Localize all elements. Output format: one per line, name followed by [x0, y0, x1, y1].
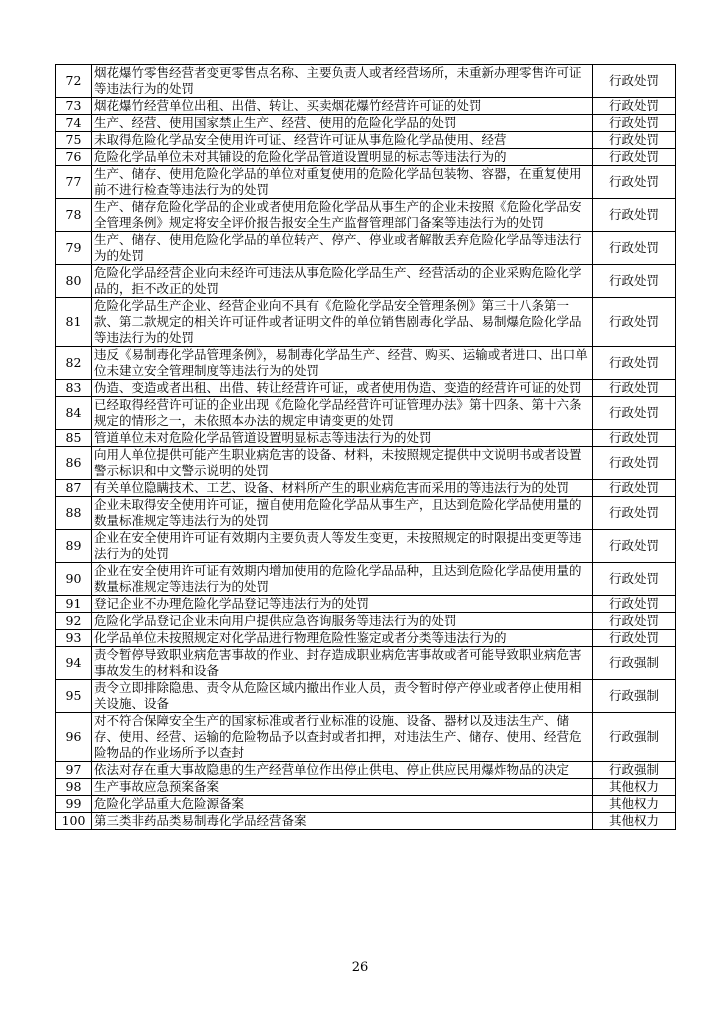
- table-row: [56, 530, 676, 563]
- row-number-cell: 93: [56, 630, 92, 647]
- row-description-cell: 危险化学品单位未对其铺设的危险化学品管道设置明显的标志等违法行为的: [92, 149, 593, 166]
- row-number-cell: 86: [56, 447, 92, 480]
- row-power-type-cell: 行政强制: [593, 762, 676, 779]
- table-row: [56, 447, 676, 480]
- row-description-cell: 生产、储存、使用危险化学品的单位转产、停产、停业或者解散丢弃危险化学品等违法行为的处罚: [92, 232, 593, 265]
- row-number-cell: 81: [56, 298, 92, 347]
- row-number-cell: 82: [56, 347, 92, 380]
- table-row: [56, 647, 676, 680]
- row-power-type-cell: 行政处罚: [593, 265, 676, 298]
- row-number-cell: 73: [56, 98, 92, 115]
- table-row: [56, 779, 676, 796]
- row-description-cell: 生产、储存、使用危险化学品的单位对重复使用的危险化学品包装物、容器，在重复使用前不进行检查等违法行为的处罚: [92, 166, 593, 199]
- row-description-cell: 生产、经营、使用国家禁止生产、经营、使用的危险化学品的处罚: [92, 115, 593, 132]
- page-number: 26: [351, 960, 369, 975]
- row-description-cell: 企业未取得安全使用许可证，擅自使用危险化学品从事生产，且达到危险化学品使用量的数量标准规定等违法行为的处罚: [92, 497, 593, 530]
- row-description-cell: 伪造、变造或者出租、出借、转让经营许可证，或者使用伪造、变造的经营许可证的处罚: [92, 380, 593, 397]
- row-description-cell: 有关单位隐瞒技术、工艺、设备、材料所产生的职业病危害而采用的等违法行为的处罚: [92, 480, 593, 497]
- row-description-cell: 第三类非药品类易制毒化学品经营备案: [92, 813, 593, 830]
- row-description-cell: 依法对存在重大事故隐患的生产经营单位作出停止供电、停止供应民用爆炸物品的决定: [92, 762, 593, 779]
- table-row: [56, 563, 676, 596]
- row-power-type-cell: 行政处罚: [593, 166, 676, 199]
- row-power-type-cell: 行政强制: [593, 713, 676, 762]
- row-number-cell: 85: [56, 430, 92, 447]
- table-row: [56, 497, 676, 530]
- row-power-type-cell: 行政处罚: [593, 397, 676, 430]
- table-row: [56, 397, 676, 430]
- row-power-type-cell: 行政处罚: [593, 298, 676, 347]
- row-number-cell: 95: [56, 680, 92, 713]
- row-power-type-cell: 行政强制: [593, 680, 676, 713]
- row-description-cell: 未取得危险化学品安全使用许可证、经营许可证从事危险化学品使用、经营: [92, 132, 593, 149]
- row-number-cell: 72: [56, 65, 92, 98]
- row-description-cell: 管道单位未对危险化学品管道设置明显标志等违法行为的处罚: [92, 430, 593, 447]
- table-row: [56, 813, 676, 830]
- row-number-cell: 92: [56, 613, 92, 630]
- row-number-cell: 78: [56, 199, 92, 232]
- row-description-cell: 危险化学品重大危险源备案: [92, 796, 593, 813]
- row-power-type-cell: 行政处罚: [593, 497, 676, 530]
- row-description-cell: 生产事故应急预案备案: [92, 779, 593, 796]
- table-row: [56, 613, 676, 630]
- table-row: [56, 347, 676, 380]
- row-number-cell: 98: [56, 779, 92, 796]
- table-row: [56, 796, 676, 813]
- row-power-type-cell: 行政处罚: [593, 132, 676, 149]
- row-description-cell: 危险化学品登记企业未向用户提供应急咨询服务等违法行为的处罚: [92, 613, 593, 630]
- row-number-cell: 96: [56, 713, 92, 762]
- row-power-type-cell: 行政处罚: [593, 596, 676, 613]
- table-row: [56, 132, 676, 149]
- row-power-type-cell: 行政处罚: [593, 563, 676, 596]
- row-description-cell: 危险化学品生产企业、经营企业向不具有《危险化学品安全管理条例》第三十八条第一款、第二款规定的相关许可证件或者证明文件的单位销售剧毒化学品、易制爆危险化学品等违法行为的处罚: [92, 298, 593, 347]
- row-number-cell: 90: [56, 563, 92, 596]
- row-number-cell: 79: [56, 232, 92, 265]
- row-description-cell: 化学品单位未按照规定对化学品进行物理危险性鉴定或者分类等违法行为的: [92, 630, 593, 647]
- row-description-cell: 危险化学品经营企业向未经许可违法从事危险化学品生产、经营活动的企业采购危险化学品的，拒不改正的处罚: [92, 265, 593, 298]
- row-description-cell: 企业在安全使用许可证有效期内增加使用的危险化学品品种，且达到危险化学品使用量的数量标准规定等违法行为的处罚: [92, 563, 593, 596]
- row-description-cell: 责令立即排除隐患、责令从危险区域内撤出作业人员，责令暂时停产停业或者停止使用相关设施、设备: [92, 680, 593, 713]
- row-power-type-cell: 行政处罚: [593, 232, 676, 265]
- row-number-cell: 88: [56, 497, 92, 530]
- row-number-cell: 99: [56, 796, 92, 813]
- table-row: [56, 480, 676, 497]
- row-description-cell: 登记企业不办理危险化学品登记等违法行为的处罚: [92, 596, 593, 613]
- table-row: [56, 166, 676, 199]
- row-number-cell: 75: [56, 132, 92, 149]
- row-number-cell: 94: [56, 647, 92, 680]
- table-row: [56, 265, 676, 298]
- row-power-type-cell: 行政处罚: [593, 530, 676, 563]
- row-power-type-cell: 其他权力: [593, 796, 676, 813]
- table-row: [56, 115, 676, 132]
- row-description-cell: 已经取得经营许可证的企业出现《危险化学品经营许可证管理办法》第十四条、第十六条规定的情形之一，未依照本办法的规定申请变更的处罚: [92, 397, 593, 430]
- row-number-cell: 91: [56, 596, 92, 613]
- table-row: [56, 380, 676, 397]
- table-row: [56, 596, 676, 613]
- row-power-type-cell: 行政强制: [593, 647, 676, 680]
- table-row: [56, 762, 676, 779]
- row-number-cell: 84: [56, 397, 92, 430]
- table-row: [56, 65, 676, 98]
- row-description-cell: 违反《易制毒化学品管理条例》，易制毒化学品生产、经营、购买、运输或者进口、出口单位未建立安全管理制度等违法行为的处罚: [92, 347, 593, 380]
- row-power-type-cell: 行政处罚: [593, 115, 676, 132]
- row-number-cell: 89: [56, 530, 92, 563]
- table-body: [56, 65, 676, 830]
- row-number-cell: 97: [56, 762, 92, 779]
- row-power-type-cell: 行政处罚: [593, 380, 676, 397]
- row-description-cell: 企业在安全使用许可证有效期内主要负责人等发生变更，未按照规定的时限提出变更等违法行为的处罚: [92, 530, 593, 563]
- row-power-type-cell: 行政处罚: [593, 149, 676, 166]
- row-power-type-cell: 行政处罚: [593, 630, 676, 647]
- row-description-cell: 向用人单位提供可能产生职业病危害的设备、材料，未按照规定提供中文说明书或者设置警示标识和中文警示说明的处罚: [92, 447, 593, 480]
- row-number-cell: 74: [56, 115, 92, 132]
- row-description-cell: 烟花爆竹零售经营者变更零售点名称、主要负责人或者经营场所，未重新办理零售许可证等违法行为的处罚: [92, 65, 593, 98]
- row-power-type-cell: 行政处罚: [593, 613, 676, 630]
- row-description-cell: 烟花爆竹经营单位出租、出借、转让、买卖烟花爆竹经营许可证的处罚: [92, 98, 593, 115]
- table-row: [56, 713, 676, 762]
- row-number-cell: 80: [56, 265, 92, 298]
- row-number-cell: 83: [56, 380, 92, 397]
- table-row: [56, 149, 676, 166]
- row-number-cell: 87: [56, 480, 92, 497]
- row-number-cell: 76: [56, 149, 92, 166]
- row-power-type-cell: 行政处罚: [593, 347, 676, 380]
- row-power-type-cell: 行政处罚: [593, 199, 676, 232]
- row-description-cell: 责令暂停导致职业病危害事故的作业、封存造成职业病危害事故或者可能导致职业病危害事故发生的材料和设备: [92, 647, 593, 680]
- table-row: [56, 199, 676, 232]
- row-power-type-cell: 其他权力: [593, 813, 676, 830]
- table-row: [56, 680, 676, 713]
- row-number-cell: 100: [56, 813, 92, 830]
- row-power-type-cell: 行政处罚: [593, 65, 676, 98]
- table-row: [56, 232, 676, 265]
- table-row: [56, 430, 676, 447]
- table-row: [56, 98, 676, 115]
- row-power-type-cell: 行政处罚: [593, 98, 676, 115]
- row-description-cell: 生产、储存危险化学品的企业或者使用危险化学品从事生产的企业未按照《危险化学品安全管理条例》规定将安全评价报告报安全生产监督管理部门备案等违法行为的处罚: [92, 199, 593, 232]
- row-power-type-cell: 行政处罚: [593, 447, 676, 480]
- row-description-cell: 对不符合保障安全生产的国家标准或者行业标准的设施、设备、器材以及违法生产、储存、使用、经营、运输的危险物品予以查封或者扣押，对违法生产、储存、使用、经营危险物品的作业场所予以查封: [92, 713, 593, 762]
- table-row: [56, 630, 676, 647]
- row-number-cell: 77: [56, 166, 92, 199]
- row-power-type-cell: 行政处罚: [593, 480, 676, 497]
- power-list-table: [55, 64, 676, 830]
- table-row: [56, 298, 676, 347]
- row-power-type-cell: 其他权力: [593, 779, 676, 796]
- row-power-type-cell: 行政处罚: [593, 430, 676, 447]
